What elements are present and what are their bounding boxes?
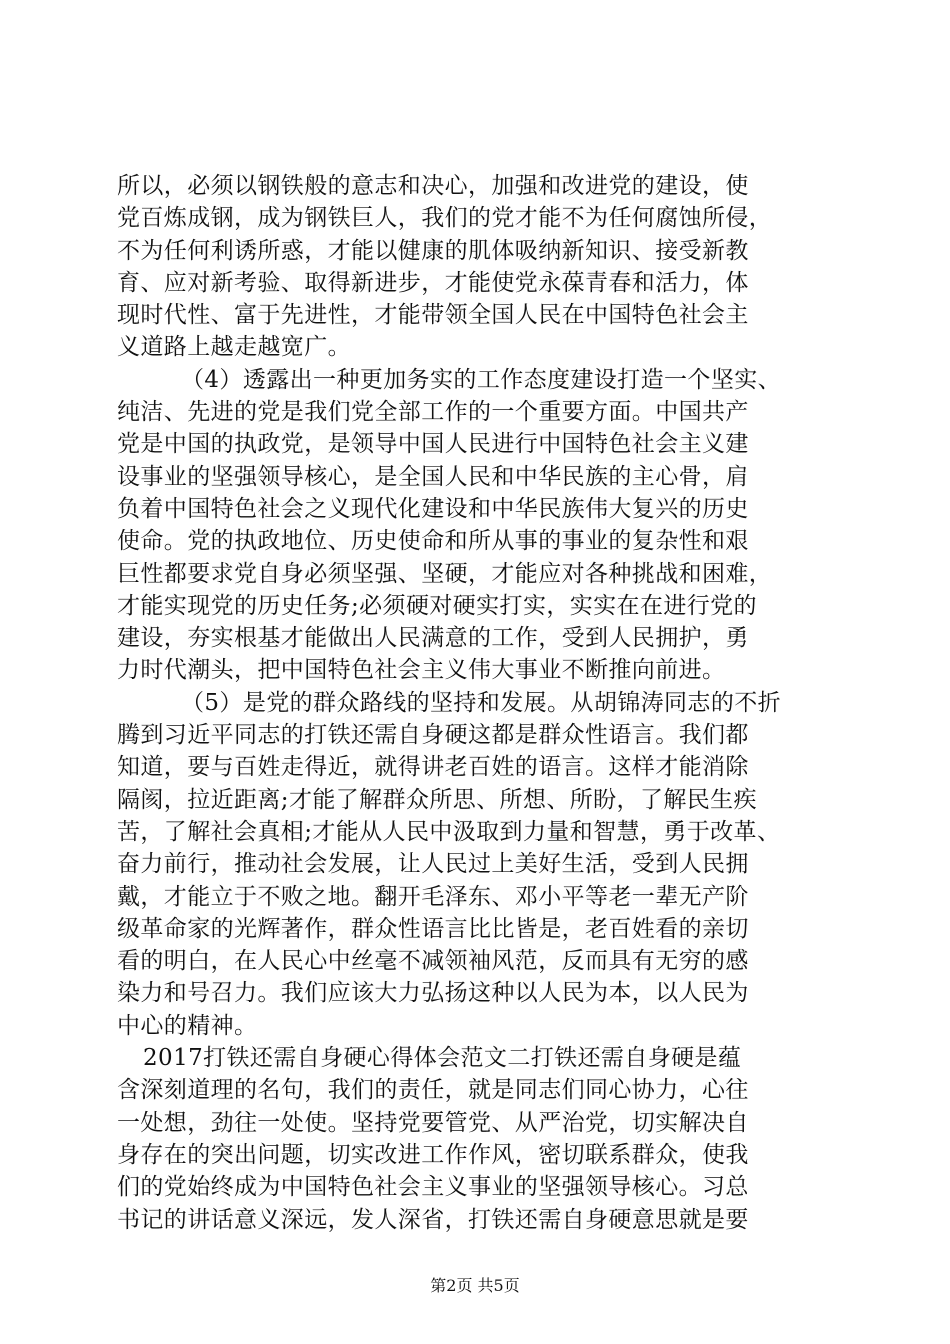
text-line: 建设，夯实根基才能做出人民满意的工作，受到人民拥护，勇 <box>117 625 749 652</box>
text-line: 党百炼成钢，成为钢铁巨人，我们的党才能不为任何腐蚀所侵， <box>117 205 773 232</box>
text-line: 纯洁、先进的党是我们党全部工作的一个重要方面。中国共产 <box>117 399 749 426</box>
text-line: 知道，要与百姓走得近，就得讲老百姓的语言。这样才能消除 <box>117 754 749 781</box>
text-line: 奋力前行，推动社会发展，让人民过上美好生活，受到人民拥 <box>117 851 749 878</box>
text-line: 隔阂，拉近距离;才能了解群众所思、所想、所盼，了解民生疾 <box>117 786 757 813</box>
text-line: 书记的讲话意义深远，发人深省，打铁还需自身硬意思就是要 <box>117 1206 749 1233</box>
text-line: 才能实现党的历史任务;必须硬对硬实打实，实实在在进行党的 <box>117 592 757 619</box>
text-line: 使命。党的执政地位、历史使命和所从事的事业的复杂性和艰 <box>117 528 749 555</box>
text-line: 看的明白，在人民心中丝毫不减领袖风范，反而具有无穷的感 <box>117 948 749 975</box>
text-line: 育、应对新考验、取得新进步，才能使党永葆青春和活力，体 <box>117 269 749 296</box>
page-footer <box>0 1276 950 1296</box>
text-line: 力时代潮头，把中国特色社会主义伟大事业不断推向前进。 <box>117 657 726 684</box>
text-line: 2017打铁还需自身硬心得体会范文二打铁还需自身硬是蕴 <box>143 1045 742 1072</box>
text-line: 染力和号召力。我们应该大力弘扬这种以人民为本，以人民为 <box>117 980 749 1007</box>
text-line: 腾到习近平同志的打铁还需自身硬这都是群众性语言。我们都 <box>117 722 749 749</box>
text-line: 负着中国特色社会之义现代化建设和中华民族伟大复兴的历史 <box>117 495 749 522</box>
text-line: 现时代性、富于先进性，才能带领全国人民在中国特色社会主 <box>117 302 749 329</box>
text-line: （4）透露出一种更加务实的工作态度建设打造一个坚实、 <box>181 366 782 393</box>
text-line: 戴，才能立于不败之地。翻开毛泽东、邓小平等老一辈无产阶 <box>117 883 749 910</box>
page-number: 第2页 共5页 <box>430 1276 520 1295</box>
text-line: 义道路上越走越宽广。 <box>117 334 351 361</box>
text-line: 巨性都要求党自身必须坚强、坚硬，才能应对各种挑战和困难， <box>117 560 773 587</box>
body-text <box>117 170 837 1236</box>
text-line: （5）是党的群众路线的坚持和发展。从胡锦涛同志的不折 <box>181 689 782 716</box>
text-line: 含深刻道理的名句，我们的责任，就是同志们同心协力，心往 <box>117 1077 749 1104</box>
text-line: 级革命家的光辉著作，群众性语言比比皆是，老百姓看的亲切 <box>117 915 749 942</box>
text-line: 苦，了解社会真相;才能从人民中汲取到力量和智慧，勇于改革、 <box>117 818 781 845</box>
text-line: 身存在的突出问题，切实改进工作作风，密切联系群众，使我 <box>117 1141 749 1168</box>
text-line: 党是中国的执政党，是领导中国人民进行中国特色社会主义建 <box>117 431 749 458</box>
text-line: 们的党始终成为中国特色社会主义事业的坚强领导核心。习总 <box>117 1174 749 1201</box>
text-line: 设事业的坚强领导核心，是全国人民和中华民族的主心骨，肩 <box>117 463 749 490</box>
text-line: 一处想，劲往一处使。坚持党要管党、从严治党，切实解决自 <box>117 1109 749 1136</box>
text-line: 不为任何利诱所惑，才能以健康的肌体吸纳新知识、接受新教 <box>117 237 749 264</box>
text-line: 所以，必须以钢铁般的意志和决心，加强和改进党的建设，使 <box>117 173 749 199</box>
text-line: 中心的精神。 <box>117 1012 258 1039</box>
